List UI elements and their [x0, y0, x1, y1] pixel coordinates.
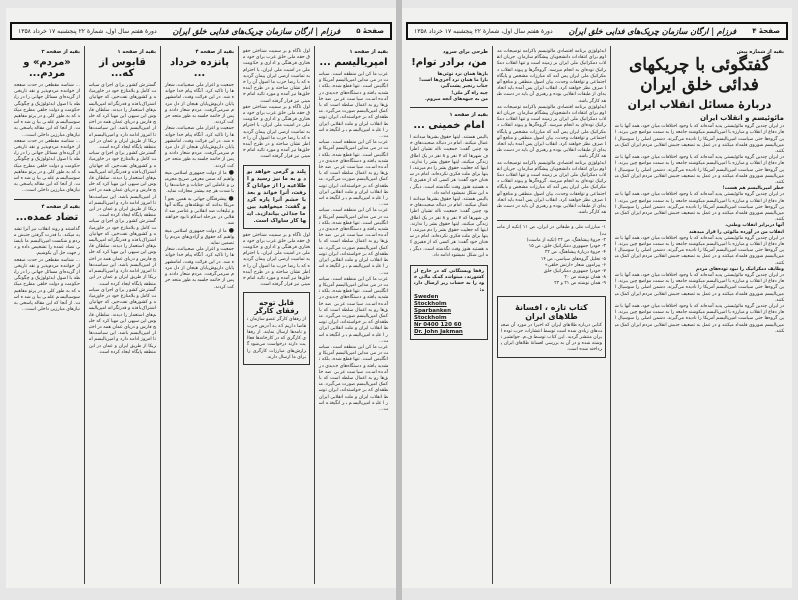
footnote: ۵- تحلیل گروه‌های سیاسی، ص ۱۴	[540, 256, 606, 262]
article-people	[10, 46, 84, 584]
footnote: ۷- خودرا جمهوری دمکراتیک خلق	[543, 268, 606, 274]
article-text: عرب ما کن این منطقه است. سیاست در می مداین امپریالیسم آمریکا و انگلیس است. تنها قطع شده، بلکه تشدید یافته و دستگاه‌های جدیدی در آمده است. سیاست عربی ضد خلق‌ها رو به اعمال سلطه است که با کمک امپریالیسم صورت می‌گیرد. منطقه‌ای که بر خواسته‌اند، ایران توسط انقلاب ایران و ملت انقلابی ایران را علیه امپریالیسم بر انگیخته است...	[319, 72, 388, 140]
continued-label: بقیه از صفحه ۱	[349, 49, 388, 55]
headline: قابوس از که...	[99, 57, 146, 79]
footnote: ۴- جزوهٔ دربارهٔ پیشاهنگ، ص ۲۲	[544, 250, 606, 256]
article-text: گسترش کشور برای اجرای سیاست کامل و بلامنازع خود در خاورمیانه و کشورهای نفت‌خیز، که جهانیان اشتراک‌یافته و قدرتگرانه امپریالیسم‌های استعمار را دیدند. سلطان قابوس این سپهر، این مهیا کرد که خلیج فارس و دریای عمان همه در اختیار امپریالیسم باشد. این سیاست‌ها تا امروز ادامه دارد و امپریالیسم امریکا از طریق ایران و عمان در این منطقه پایگاه ایجاد کرده است.	[89, 287, 156, 355]
article-text: ایدئولوژی برنامه اقتصادی مالوتیسم باکرامه توضیحات مداوم برای انتقادات دانشجویان پیشگام سازمان. جریان انقلاب دمکراتیک ملی ایران بر زمینه است و تنها انقلاب دمکراتیک توده‌ای به انجام میرسد. گروه‌گرها و پیوند انقلاب دمکراتیک ملی ایران پس آمد که مبارزات مشخص و پایگاه اجتماعی و توافقات وحدت، بیان اصول منطقی و منافع آنها صرف نظر خواهند کرد. انقلاب ایران پس آمده باید اتحادیه‌ای از طبقات انقلابی بوده و رهبری آن باید در دست طبقه کارگر باشد.	[497, 49, 606, 104]
article-text: در ایران چندین گروه مائوئیستی پدید آمده‌اند که با وجود اختلافات میان خود، همه آنها با شعار دفاع از انقلاب و مبارزه با امپریالیسم میکوشند جامعه را به سمت مواضع چین ببرند. این گروه‌ها حتی سیاست امپریالیسم آمریکا را نادیده می‌گیرند. دشمن اصلی را سوسیال امپریالیسم شوروی قلمداد میکنند و در عمل به تضعیف جنبش انقلابی مردم ایران کمک میکنند.	[615, 192, 784, 223]
article-text: در ایران چندین گروه مائوئیستی پدید آمده‌اند که با وجود اختلافات میان خود، همه آنها با شعار دفاع از انقلاب و مبارزه با امپریالیسم میکوشند جامعه را به سمت مواضع چین ببرند. این گروه‌ها حتی سیاست امپریالیسم آمریکا را نادیده می‌گیرند. دشمن اصلی را سوسیال امپریالیسم شوروی قلمداد میکنند و در عمل به تضعیف جنبش انقلابی مردم ایران کمک میکنند.	[615, 155, 784, 185]
main-subtitle: دربارهٔ مسائل انقلاب ایران	[627, 98, 772, 112]
poem-kicker: طرحی برای سرود	[443, 49, 488, 55]
article-text: ایدئولوژی برنامه اقتصادی مالوتیسم باکرامه توضیحات مداوم برای انتقادات دانشجویان پیشگام سازمان. جریان انقلاب دمکراتیک ملی ایران بر زمینه است و تنها انقلاب دمکراتیک توده‌ای به انجام میرسد. گروه‌گرها و پیوند انقلاب دمکراتیک ملی ایران پس آمد که مبارزات مشخص و پایگاه اجتماعی و توافقات وحدت، بیان اصول منطقی و منافع آنها صرف نظر خواهند کرد. انقلاب ایران پس آمده باید اتحادیه‌ای از طبقات انقلابی بوده و رهبری آن باید در دست طبقه کارگر باشد.	[497, 160, 606, 216]
article-imperialism-cont	[238, 46, 314, 584]
divider	[497, 220, 606, 221]
continued-label: بقیه از صفحه ۱	[117, 49, 156, 55]
bold-phrase: آنها دربرابر انقلاب وطنی،	[725, 223, 784, 229]
main-headline-line1: گفتگوئی با چریکهای	[629, 55, 770, 75]
headline: «مردم» و مردم...	[23, 57, 71, 79]
masthead-page-4	[406, 22, 788, 40]
section-heading: مائوئیسم و انقلاب ایران	[700, 114, 784, 123]
article-15-khordad	[160, 46, 238, 584]
poem-line: چیه راه گر ملی!	[451, 90, 488, 96]
article-qaboos	[84, 46, 160, 584]
footnote: ۶- پیرامون شعار «ارتش خلقی»	[544, 262, 606, 268]
headline: امپریالیسم ...	[319, 57, 388, 68]
article-text: ایدئولوژی برنامه اقتصادی مالوتیسم باکرامه توضیحات مداوم برای انتقادات دانشجویان پیشگام سازمان. جریان انقلاب دمکراتیک ملی ایران بر زمینه است و تنها انقلاب دمکراتیک توده‌ای به انجام میرسد. گروه‌گرها و پیوند انقلاب دمکراتیک ملی ایران پس آمد که مبارزات مشخص و پایگاه اجتماعی و توافقات وحدت، بیان اصول منطقی و منافع آنها صرف نظر خواهند کرد. انقلاب ایران پس آمده باید اتحادیه‌ای از طبقات انقلابی بوده و رهبری آن باید در دست طبقه کارگر باشد.	[497, 104, 606, 160]
article-interview-cont	[492, 46, 610, 584]
workers-notice-box	[243, 292, 310, 364]
article-text: در ایران چندین گروه مائوئیستی پدید آمده‌اند که با وجود اختلافات میان خود، همه آنها با شعار دفاع از انقلاب و مبارزه با امپریالیسم میکوشند جامعه را به سمت مواضع چین ببرند. این گروه‌ها حتی سیاست امپریالیسم آمریکا را نادیده می‌گیرند. دشمن اصلی را سوسیال امپریالیسم شوروی قلمداد میکنند و در عمل به تضعیف جنبش انقلابی مردم ایران کمک میکنند.	[615, 235, 784, 266]
bold-phrase: خطر امپریالیسم هم هست!	[722, 186, 784, 192]
headline: تضاد عمده...	[15, 211, 79, 223]
article-text: ... شناسه مقطعی در حدت صفحه از خواننده مردم‌پذیر و نقد تاریخی از گزیده‌ای مسائل جهانی را در رابطه با اصول ایدئولوژیک و چگونگی حکومت و دولت خلقی مطرح میکند که به طور کلی و در پرتو مفاهیم سوسیالیسم علمی بیان شده است. از آنجا که این مقاله پاسخی به نیازهای مبارزین داخلی است...	[14, 83, 80, 138]
article-interview-fedaian	[610, 46, 788, 584]
bold-phrase: وظایف دمکراتیک را نبود توده‌های مردم	[696, 266, 784, 272]
side-column	[406, 46, 492, 584]
newspaper-logo: فرزام | ارگان سازمان چریک‌های فدایی خلق ایران	[568, 26, 737, 36]
poem-title: من، برادر توام!	[411, 57, 487, 68]
article-text: یالیس هستند. اینها حقوق بشرها میدانند اعمال میکنند. امام در دنباله صحبت‌های خود چنین گفت: جمعیت ناله تشیان اطراف شهرها که ۷ نفر و ۸ نفر در یک اطاق زندگی میکنند، اینها حقوق بشر را ندارند. اینها که جعلیت حقوق بشر را دم میزنند، اینها برای ملت فکری نکرده‌اند. امام در سخنان خود گفت: هر کسی که از فقیری که هستید هنوز وقت نگذشته است. دیگر به این شکل نمیشود ادامه داد.	[410, 135, 488, 196]
main-headline-line2: فدائی خلق ایران	[640, 74, 759, 95]
book-notice-text: کتابی درباره طلاهای ایران که اخیرا در مورد آن صحبت‌های زیادی شده است توسط انتشارات حزب توده ایران منتشر گردید. این کتاب توسط ف.م. جوانشیر نوشته شده و در آن به بررسی افسانهٔ طلاهای ایران پرداخته شده است.	[501, 322, 602, 353]
page-number: صفحهٔ ۵	[356, 27, 384, 35]
donation-address-box	[410, 265, 488, 340]
article-text: اول ناگاه و بر سمیت شناختن حقوق حقه ملی خلق عرب برای خود مختاری فرهنگی و اداری و حکومت ملی در امنیت ملی ایران، با احترام به تمامیت ارضی ایران پیمان گردیده که با رضا حزب ما اصول آن را خاطر نشان ساخته و در طرح آینده خلق‌ها نیز آمده و مورد تائید امام خمینی نیز قرار گرفته است.	[243, 232, 310, 288]
article-text: یالیس هستند. اینها حقوق بشرها میدانند اعمال میکنند. امام در دنباله صحبت‌های خود چنین گفت: جمعیت ناله تشیان اطراف شهرها که ۷ نفر و ۸ نفر در یک اطاق زندگی میکنند، اینها حقوق بشر را ندارند. اینها که جعلیت حقوق بشر را دم میزنند، اینها برای ملت فکری نکرده‌اند. امام در سخنان خود گفت: هر کسی که از فقیری که هستید هنوز وقت نگذشته است. دیگر به این شکل نمیشود ادامه داد.	[410, 197, 488, 258]
article-imperialism	[314, 46, 392, 584]
article-text: عرب ما کن این منطقه است. سیاست در می مداین امپریالیسم آمریکا و انگلیس است. تنها قطع شده، بلکه تشدید یافته و دستگاه‌های جدیدی در آمده است. سیاست عربی ضد خلق‌ها رو به اعمال سلطه است که با کمک امپریالیسم صورت می‌گیرد. منطقه‌ای که بر خواسته‌اند، ایران توسط انقلاب ایران و ملت انقلابی ایران را علیه امپریالیسم بر انگیخته است...	[319, 344, 388, 412]
address-line: Nr 0400 120 60	[414, 321, 462, 328]
masthead-page-5	[10, 22, 392, 40]
footnote: ۸- همان نوشته ص ۲۰	[564, 275, 606, 281]
article-text: گذاشتند و روند انقلاب نیز آنرا تشدید میکند. با قدرت گرفتن جنبش مردم و شکست امپریالیسم ما بایستی تضاد عمده را تشخیص داده و در جهت حل آن بکوشیم.	[14, 226, 80, 257]
continued-label: بقیه از شماره پیش	[736, 49, 784, 55]
page-number: صفحهٔ ۴	[752, 27, 780, 35]
article-text: در ایران چندین گروه مائوئیستی پدید آمده‌اند که با وجود اختلافات میان خود، همه آنها با شعار دفاع از انقلاب و مبارزه با امپریالیسم میکوشند جامعه را به سمت مواضع چین ببرند. این گروه‌ها حتی سیاست امپریالیسم آمریکا را نادیده می‌گیرند. دشمن اصلی را سوسیال امپریالیسم شوروی قلمداد میکنند و در عمل به تضعیف جنبش انقلابی مردم ایران کمک میکنند.	[615, 303, 784, 334]
address-line: Sparbanken Stockholm	[414, 307, 452, 321]
issue-info: دورهٔ هفتم سال اول، شمارهٔ ۲۲ پنجشنبه ۱۷ خرداد ۱۳۵۸	[414, 27, 553, 35]
book-notice-title: کتاب تازه ، افسانهٔ طلاهای ایران	[515, 302, 588, 321]
footnote: ۹- همان نوشته ص ۲۱ و ۲۲	[554, 281, 606, 287]
donation-intro: رفقا وبستگانی که در خارج از کشورند، میتوانند کمک مالی خود را به حساب زیر ارسال دارند:	[414, 269, 484, 293]
article-text: عرب ما کن این منطقه است. سیاست در می مداین امپریالیسم آمریکا و انگلیس است. تنها قطع شده، بلکه تشدید یافته و دستگاه‌های جدیدی در آمده است. سیاست عربی ضد خلق‌ها رو به اعمال سلطه است که با کمک امپریالیسم صورت می‌گیرد. منطقه‌ای که بر خواسته‌اند، ایران توسط انقلاب ایران و ملت انقلابی ایران را علیه امپریالیسم بر انگیخته است...	[319, 208, 388, 276]
continued-label: بقیه از صفحه ۴	[41, 203, 80, 210]
boxed-note	[243, 165, 310, 229]
headline: پانزده خرداد ...	[169, 57, 230, 79]
bullet-item: ● ما از دولت جمهوری اسلامی میخواهیم که ضمن معرفی صریح مجرمین و عاملین این جنایات و خیانت‌ها را با شدت هر چه بیشتر مجازات نماید.	[165, 170, 234, 196]
article-text: گسترش کشور برای اجرای سیاست کامل و بلامنازع خود در خاورمیانه و کشورهای نفت‌خیز، که جهانیان اشتراک‌یافته و قدرتگرانه امپریالیسم‌های استعمار را دیدند. سلطان قابوس این سپهر، این مهیا کرد که خلیج فارس و دریای عمان همه در اختیار امپریالیسم باشد. این سیاست‌ها تا امروز ادامه دارد و امپریالیسم امریکا از طریق ایران و عمان در این منطقه پایگاه ایجاد کرده است.	[89, 219, 156, 287]
issue-info: دورهٔ هفتم سال اول، شمارهٔ ۲۲ پنجشنبه ۱۷ خرداد ۱۳۵۸	[18, 27, 157, 35]
bold-phrase: انقلاب من در آورده مائوئی را قرار میدهند	[689, 229, 784, 235]
book-notice-box	[497, 296, 606, 358]
divider	[410, 107, 488, 108]
article-text: عرب ما کن این منطقه است. سیاست در می مداین امپریالیسم آمریکا و انگلیس است. تنها قطع شده، بلکه تشدید یافته و دستگاه‌های جدیدی در آمده است. سیاست عربی ضد خلق‌ها رو به اعمال سلطه است که با کمک امپریالیسم صورت می‌گیرد. منطقه‌ای که بر خواسته‌اند، ایران توسط انقلاب ایران و ملت انقلابی ایران را علیه امپریالیسم بر انگیخته است...	[319, 276, 388, 344]
continued-label: بقیه از صفحه ۳	[41, 49, 80, 55]
continued-label: بقیه از صفحه ۱	[449, 112, 488, 119]
bullet-item: ● پیشرفتگان جهانی به همین نحو آمریکا بدانند که توطئه‌های بیگانه آنها و تبلیغات ضد انقلابی و عناصر ضد انقلابی در مرحله اسلام نابود خواهند شد.	[165, 196, 234, 228]
poem-line: جناب رنجبر پشت‌گیر،	[440, 84, 488, 90]
article-text: اول ناگاه و بر سمیت شناختن حقوق حقه ملی خلق عرب برای خود مختاری فرهنگی و اداری و حکومت ملی در امنیت ملی ایران، با احترام به تمامیت ارضی ایران پیمان گردیده که با رضا حزب ما اصول آن را خاطر نشان ساخته و در طرح آینده خلق‌ها نیز آمده و مورد تائید امام خمینی نیز قرار گرفته است.	[243, 49, 310, 104]
article-text: ... شناسه مقطعی در حدت صفحه از خواننده مردم‌پذیر و نقد تاریخی از گزیده‌ای مسائل جهانی را در رابطه با اصول ایدئولوژیک و چگونگی حکومت و دولت خلقی مطرح میکند که به طور کلی و در پرتو مفاهیم سوسیالیسم علمی بیان شده است. از آنجا که این مقاله پاسخی به نیازهای مبارزین داخلی است...	[14, 257, 80, 313]
address-line: Sweden	[414, 293, 439, 300]
page-4	[402, 8, 792, 588]
poem-line: بازها همان نرد توئی‌ها	[437, 72, 488, 77]
footnote: ۲- جزوهٔ پیشاهنگ، ص ۲۲ (تکیه از ماست)	[526, 237, 606, 243]
page-5-body	[10, 46, 392, 584]
article-text: جمعیت و اعزار ملی صحبیانت، شعارها را تاکید کرد. آنگاه پیام خدا خوانده شد. در این قرائت وقت، امامشهرپایان داریوش‌پایان هیجان از دل مردم سرمی‌گرفت. مردم شعار دادند و پس از خاتمه جلسه به طور متحد حرکت کردند.	[165, 83, 234, 126]
article-text: گسترش کشور برای اجرای سیاست کامل و بلامنازع خود در خاورمیانه و کشورهای نفت‌خیز، که جهانیان اشتراک‌یافته و قدرتگرانه امپریالیسم‌های استعمار را دیدند. سلطان قابوس این سپهر، این مهیا کرد که خلیج فارس و دریای عمان همه در اختیار امپریالیسم باشد. این سیاست‌ها تا امروز ادامه دارد و امپریالیسم امریکا از طریق ایران و عمان در این منطقه پایگاه ایجاد کرده است.	[89, 151, 156, 219]
article-text: در ایران چندین گروه مائوئیستی پدید آمده‌اند که با وجود اختلافات میان خود، همه آنها با شعار دفاع از انقلاب و مبارزه با امپریالیسم میکوشند جامعه را به سمت مواضع چین ببرند. این گروه‌ها حتی سیاست امپریالیسم آمریکا را نادیده می‌گیرند. دشمن اصلی را سوسیال امپریالیسم شوروی قلمداد میکنند و در عمل به تضعیف جنبش انقلابی مردم ایران کمک میکنند.	[615, 272, 784, 303]
notice-text: از رفقای کارگر عضو سازمان تقاضا داریم که به آدرس حزب و نامه‌ها ارسال نمایند. از رفقای کارگری که در کارخانه‌ها فعالیت دارند درخواست می‌شود گزارش‌های مبارزات کارگری را برای ما ارسال دارند.	[247, 317, 306, 360]
article-text: جمعیت و اعزار ملی صحبیانت، شعارها را تاکید کرد. آنگاه پیام خدا خوانده شد. در این قرائت وقت، امامشهرپایان داریوش‌پایان هیجان از دل مردم سرمی‌گرفت. مردم شعار دادند و پس از خاتمه جلسه به طور متحد حرکت کردند.	[165, 126, 234, 169]
notice-title: قابل توجه رفقای کارگر	[254, 299, 299, 316]
page-4-body	[406, 46, 788, 584]
article-text: اول ناگاه و بر سمیت شناختن حقوق حقه ملی خلق عرب برای خود مختاری فرهنگی و اداری و حکومت ملی در امنیت ملی ایران، با احترام به تمامیت ارضی ایران پیمان گردیده که با رضا حزب ما اصول آن را خاطر نشان ساخته و در طرح آینده خلق‌ها نیز آمده و مورد تائید امام خمینی نیز قرار گرفته است.	[243, 104, 310, 160]
address-line: Dr. John Jakman	[414, 328, 463, 335]
article-text: در ایران چندین گروه مائوئیستی پدید آمده‌اند که با وجود اختلافات میان خود، همه آنها با شعار دفاع از انقلاب و مبارزه با امپریالیسم میکوشند جامعه را به سمت مواضع چین ببرند. این گروه‌ها حتی سیاست امپریالیسم آمریکا را نادیده می‌گیرند. دشمن اصلی را سوسیال امپریالیسم شوروی قلمداد میکنند و در عمل به تضعیف جنبش انقلابی مردم ایران کمک میکنند.	[615, 124, 784, 154]
divider	[14, 199, 80, 200]
article-text: جمعیت و اعزار ملی صحبیانت، شعارها را تاکید کرد. آنگاه پیام خدا خوانده شد. در این قرائت وقت، امامشهرپایان داریوش‌پایان هیجان از دل مردم سرمی‌گرفت. مردم شعار دادند و پس از خاتمه جلسه به طور متحد حرکت کردند.	[165, 247, 234, 290]
article-text: ... شناسه مقطعی در حدت صفحه از خواننده مردم‌پذیر و نقد تاریخی از گزیده‌ای مسائل جهانی را در رابطه با اصول ایدئولوژیک و چگونگی حکومت و دولت خلقی مطرح میکند که به طور کلی و در پرتو مفاهیم سوسیالیسم علمی بیان شده است. از آنجا که این مقاله پاسخی به نیازهای مبارزین داخلی است...	[14, 138, 80, 194]
continued-label: بقیه از صفحه ۴	[195, 49, 234, 55]
newspaper-logo: فرزام | ارگان سازمان چریک‌های فدایی خلق ایران	[172, 26, 341, 36]
poem-line: بازا ما همان نرد آخری‌ها است!	[419, 78, 488, 84]
note-text: پلند و گرمی خواهد بود و به ما نیز رسید و اطلاعیه را از جوانان گرفت، آنرا خواند و بعد با خشم آنرا پاره کرد و گفت: میخواهید بین ما جدائی بیاندازید. اینها کار ساواک است.	[247, 168, 306, 224]
headline: امام خمینی ...	[413, 120, 485, 132]
footnote: ۳- خودرا جمهوری دمکراتیک خلق، ص ۱۵	[528, 244, 606, 250]
poem-line: من به جبهه‌های آنجه میروم.	[425, 96, 488, 102]
article-text: گسترش کشور برای اجرای سیاست کامل و بلامنازع خود در خاورمیانه و کشورهای نفت‌خیز، که جهانیان اشتراک‌یافته و قدرتگرانه امپریالیسم‌های استعمار را دیدند. سلطان قابوس این سپهر، این مهیا کرد که خلیج فارس و دریای عمان همه در اختیار امپریالیسم باشد. این سیاست‌ها تا امروز ادامه دارد و امپریالیسم امریکا از طریق ایران و عمان در این منطقه پایگاه ایجاد کرده است.	[89, 83, 156, 151]
article-text: عرب ما کن این منطقه است. سیاست در می مداین امپریالیسم آمریکا و انگلیس است. تنها قطع شده، بلکه تشدید یافته و دستگاه‌های جدیدی در آمده است. سیاست عربی ضد خلق‌ها رو به اعمال سلطه است که با کمک امپریالیسم صورت می‌گیرد. منطقه‌ای که بر خواسته‌اند، ایران توسط انقلاب ایران و ملت انقلابی ایران را علیه امپریالیسم بر انگیخته است...	[319, 140, 388, 208]
address-line: Stockholm	[414, 300, 447, 307]
footnote: ۱- مبارزات ملی و طبقاتی در ایران، ص ۱۱ (تکیه از ماست)	[497, 225, 606, 237]
page-5	[6, 8, 396, 588]
bullet-item: ● ما از دولت جمهوری اسلامی میخواهیم که حقوق و آزادی‌های مردم را تضمین نماید.	[165, 228, 234, 248]
